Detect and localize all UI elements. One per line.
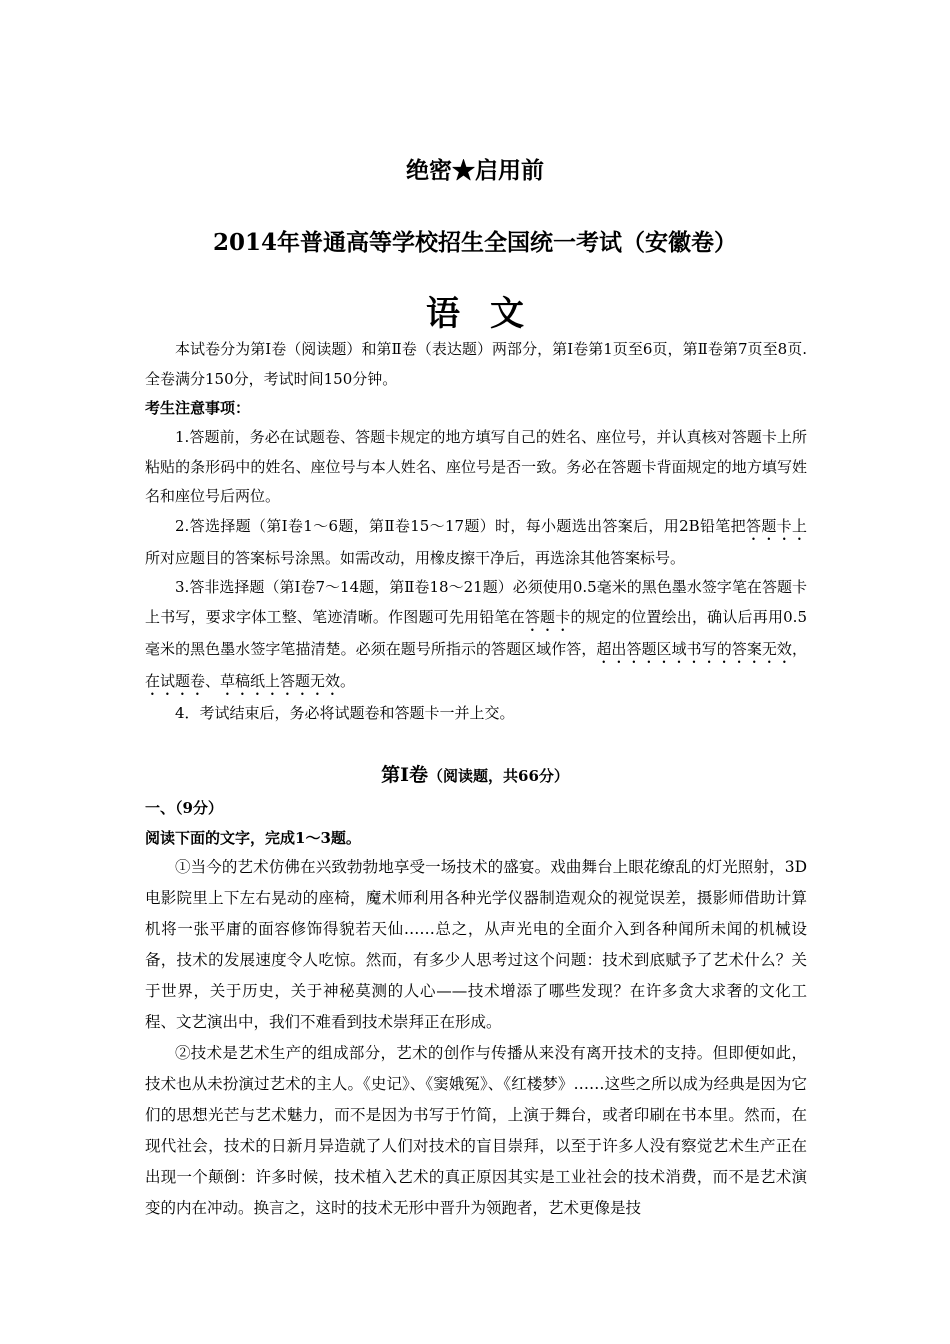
- notice-item-3-text-b: 的规定的位置绘出，确认后再用0.5毫米的黑色墨水签字笔描清楚。必须在题号所指示的答题区域作答，: [145, 607, 807, 658]
- notice-item-1: 1.答题前，务必在试题卷、答题卡规定的地方填写自己的姓名、座位号，并认真核对答题卡上所粘贴的条形码中的姓名、座位号与本人姓名、座位号是否一致。务必在答题卡背面规定的地方填写姓名和座位号后两位。: [145, 428, 807, 505]
- notice-item-2-emphasis: 答题卡上: [745, 516, 807, 535]
- notice-item-3-emphasis-2: 超出答题区域书写的答案无效: [596, 639, 792, 658]
- reading-paragraph-1: ①当今的艺术仿佛在兴致勃勃地享受一场技术的盛宴。戏曲舞台上眼花缭乱的灯光照射，3D电影院里上下左右晃动的座椅，魔术师利用各种光学仪器制造观众的视觉误差，摄影师借助计算机将一张平庸的面容修饰得貌若天仙……总之，从声光电的全面介入到各种闻所未闻的机械设备，技术的发展速度令人吃惊。然而，有多少人思考过这个问题：技术到底赋予了艺术什么？关于世界，关于历史，关于神秘莫测的人心——技术增添了哪些发现？在许多贪大求奢的文化工程、文艺演出中，我们不难看到技术崇拜正在形成。: [145, 858, 807, 1031]
- notice-item-3-emphasis-3: 在试题卷、草稿纸上答题无效: [145, 671, 341, 690]
- intro-paragraph: 本试卷分为第Ⅰ卷（阅读题）和第Ⅱ卷（表达题）两部分，第Ⅰ卷第1页至6页，第Ⅱ卷第7页至8页.全卷满分150分，考试时间150分钟。: [145, 340, 807, 388]
- confidential-label: 绝密★启用前: [406, 157, 544, 184]
- section-1-header: [145, 794, 807, 853]
- intro-block: [145, 335, 807, 424]
- notice-item-2-text-a: 2.答选择题（第Ⅰ卷1～6题，第Ⅱ卷15～17题）时，每小题选出答案后，用2B铅笔把: [175, 516, 746, 535]
- notice-item-2: [145, 512, 807, 574]
- reading-passage: [145, 852, 807, 1224]
- subject-title: 语文: [426, 294, 554, 334]
- volume-subtitle: （阅读题，共66分）: [428, 767, 569, 785]
- section-1-heading: 一、（9分）: [145, 799, 223, 817]
- notice-heading: 考生注意事项：: [145, 399, 251, 417]
- notice-item-3-text-c: ，: [791, 639, 807, 658]
- notice-item-3-text-d: 。: [340, 671, 356, 690]
- notice-list: [145, 423, 807, 728]
- notice-item-3-text-a: 3.答非选择题（第Ⅰ卷7～14题，第Ⅱ卷18～21题）必须使用0.5毫米的黑色墨水签字笔在答题卡上书写，要求字体工整、笔迹清晰。作图题可先用铅笔在: [145, 578, 807, 626]
- exam-title: 2014年普通高等学校招生全国统一考试（安徽卷）: [212, 229, 737, 256]
- volume-title: [0, 760, 950, 787]
- reading-paragraph-2: ②技术是艺术生产的组成部分，艺术的创作与传播从来没有离开技术的支持。但即便如此，技术也从未扮演过艺术的主人。《史记》、《窦娥冤》、《红楼梦》……这些之所以成为经典是因为它们的思想光芒与艺术魅力，而不是因为书写于竹简，上演于舞台，或者印刷在书本里。然而，在现代社会，技术的日新月异造就了人们对技术的盲目崇拜，以至于许多人没有察觉艺术生产正在出现一个颠倒：许多时候，技术植入艺术的真正原因其实是工业社会的技术消费，而不是艺术演变的内在冲动。换言之，这时的技术无形中晋升为领跑者，艺术更像是技: [145, 1044, 807, 1217]
- notice-item-3-emphasis-1: 答题卡: [524, 607, 571, 626]
- notice-item-4: 4．考试结束后，务必将试题卷和答题卡一并上交。: [175, 703, 515, 722]
- notice-item-2-text-b: 所对应题目的答案标号涂黑。如需改动，用橡皮擦干净后，再选涂其他答案标号。: [145, 548, 686, 567]
- section-1-instruction: 阅读下面的文字，完成1～3题。: [145, 828, 361, 847]
- notice-item-3: [145, 573, 807, 699]
- volume-title-main: 第Ⅰ卷: [381, 764, 428, 786]
